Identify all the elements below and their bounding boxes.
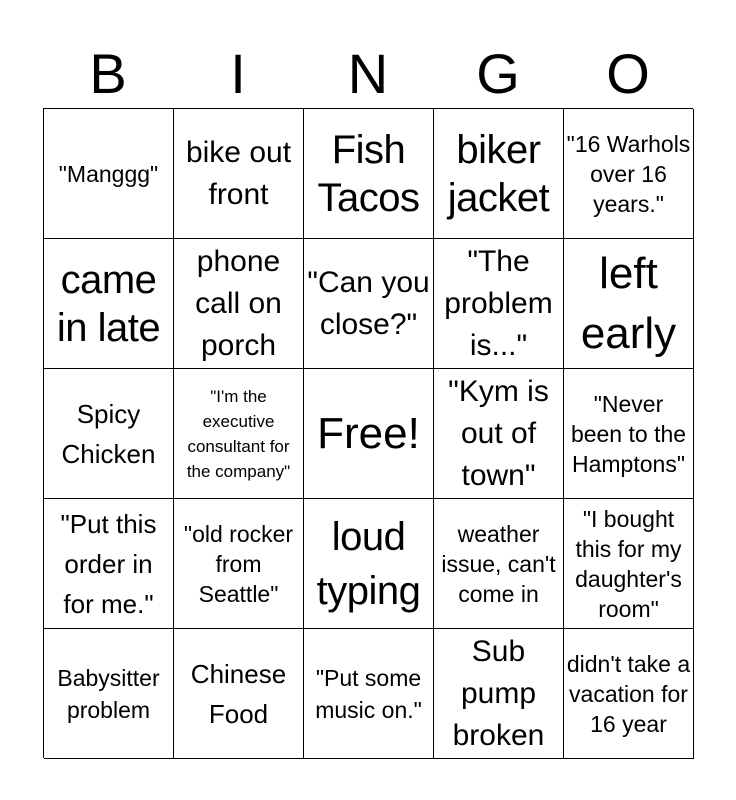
header-letter-g: G (476, 42, 520, 105)
cell-text: phone call on porch (195, 244, 282, 362)
cell-text: didn't take a vacation for 16 year (566, 650, 691, 737)
cell-text: "Put some music on." (315, 664, 422, 723)
cell-text: "Can you close?" (307, 265, 430, 341)
cell-text: "The problem is..." (444, 244, 553, 362)
bingo-cell[interactable] (304, 109, 434, 239)
cell-text: weather issue, can't come in (441, 520, 556, 607)
bingo-cell[interactable] (304, 239, 434, 369)
cell-text: Sub pump broken (452, 634, 545, 752)
cell-text: loud typing (316, 514, 421, 613)
bingo-cell[interactable] (434, 239, 564, 369)
header-letter-i: I (230, 42, 246, 105)
bingo-cell[interactable] (174, 629, 304, 759)
bingo-cell[interactable] (304, 499, 434, 629)
bingo-cell[interactable] (174, 369, 304, 499)
cell-text: "I bought this for my daughter's room" (575, 505, 682, 622)
bingo-cell[interactable] (564, 499, 694, 629)
cell-text: Spicy Chicken (61, 398, 156, 469)
cell-text: "Never been to the Hamptons" (570, 390, 687, 477)
bingo-cell[interactable] (434, 369, 564, 499)
cell-text: "16 Warhols over 16 years." (566, 130, 691, 217)
bingo-cell[interactable] (44, 109, 174, 239)
bingo-cell[interactable] (304, 629, 434, 759)
cell-text: "Put this order in for me." (60, 508, 157, 619)
cell-text: Fish Tacos (317, 127, 420, 220)
cell-text: biker jacket (447, 127, 550, 220)
header-letter-b: B (89, 42, 127, 105)
cell-text: "old rocker from Seattle" (183, 520, 294, 607)
bingo-cell[interactable] (174, 499, 304, 629)
bingo-board (43, 108, 693, 758)
bingo-cell[interactable] (564, 109, 694, 239)
bingo-cell[interactable] (564, 629, 694, 759)
bingo-cell[interactable] (434, 499, 564, 629)
cell-text: Chinese Food (190, 658, 287, 729)
bingo-cell[interactable] (564, 239, 694, 369)
bingo-cell[interactable] (44, 629, 174, 759)
bingo-cell[interactable] (44, 239, 174, 369)
bingo-cell[interactable] (44, 369, 174, 499)
cell-text: Babysitter problem (57, 664, 160, 723)
bingo-cell[interactable] (434, 629, 564, 759)
cell-text: came in late (56, 257, 161, 350)
bingo-header (43, 40, 693, 108)
cell-text: Free! (317, 408, 420, 458)
header-letter-o: O (606, 42, 650, 105)
bingo-cell[interactable] (174, 239, 304, 369)
bingo-cell[interactable] (564, 369, 694, 499)
cell-text: "I'm the executive consultant for the company" (186, 386, 291, 481)
cell-text: "Kym is out of town" (448, 374, 549, 492)
cell-text: left early (580, 248, 677, 358)
cell-text: "Manggg" (58, 160, 159, 187)
bingo-cell[interactable] (304, 369, 434, 499)
cell-text: bike out front (185, 135, 292, 211)
bingo-cell[interactable] (44, 499, 174, 629)
bingo-cell[interactable] (434, 109, 564, 239)
bingo-cell[interactable] (174, 109, 304, 239)
header-letter-n: N (347, 42, 389, 105)
